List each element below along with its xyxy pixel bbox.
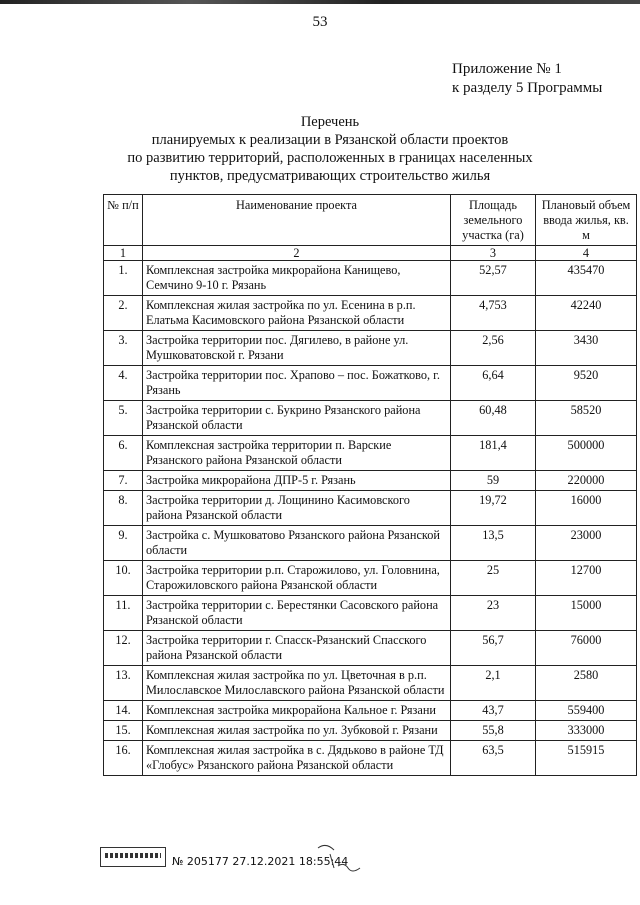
title-line-3: по развитию территорий, расположенных в границах населенных [127,150,533,166]
cell-name: Застройка микрорайона ДПР-5 г. Рязань [143,471,451,491]
cell-num: 1. [104,261,143,296]
header-volume: Плановый объем ввода жилья, кв. м [536,195,637,246]
cell-num: 5. [104,401,143,436]
cell-num: 12. [104,631,143,666]
cell-area: 19,72 [451,491,536,526]
cell-area: 6,64 [451,366,536,401]
cell-num: 2. [104,296,143,331]
table-row [104,721,637,741]
document-title [120,113,540,185]
cell-volume: 76000 [536,631,637,666]
cell-num: 13. [104,666,143,701]
cell-area: 55,8 [451,721,536,741]
scan-top-edge [0,0,640,4]
cell-num: 8. [104,491,143,526]
cell-area: 43,7 [451,701,536,721]
table-row [104,631,637,666]
cell-num: 3. [104,331,143,366]
table-row [104,701,637,721]
cell-name: Комплексная жилая застройка по ул. Зубковой г. Рязани [143,721,451,741]
title-line-1: Перечень [300,114,360,130]
cell-num: 9. [104,526,143,561]
cell-name: Застройка территории пос. Храпово – пос. Божатково, г. Рязань [143,366,451,401]
page-number: 53 [312,14,328,30]
projects-table [103,194,637,776]
cell-name: Комплексная жилая застройка по ул. Есенина в р.п. Елатьма Касимовского района Рязанской области [143,296,451,331]
header-name: Наименование проекта [143,195,451,246]
table-row [104,741,637,776]
cell-num: 10. [104,561,143,596]
index-cell: 4 [536,246,637,261]
table-row [104,561,637,596]
index-cell: 2 [143,246,451,261]
cell-volume: 515915 [536,741,637,776]
qr-stamp [100,847,166,867]
table-header-row [104,195,637,246]
cell-name: Застройка территории с. Берестянки Сасовского района Рязанской области [143,596,451,631]
cell-area: 2,56 [451,331,536,366]
cell-volume: 15000 [536,596,637,631]
barcode-icon [105,853,161,858]
appendix-line-1: Приложение № 1 [452,61,562,77]
cell-area: 23 [451,596,536,631]
title-line-4: пунктов, предусматривающих строительство жилья [169,168,491,184]
appendix-note [452,60,602,98]
table-row [104,526,637,561]
cell-name: Комплексная жилая застройка по ул. Цветочная в р.п. Милославское Милославского района Рязанской области [143,666,451,701]
cell-area: 56,7 [451,631,536,666]
cell-volume: 333000 [536,721,637,741]
cell-num: 6. [104,436,143,471]
cell-name: Комплексная жилая застройка в с. Дядьково в районе ТД «Глобус» Рязанского района Рязанской области [143,741,451,776]
cell-volume: 16000 [536,491,637,526]
table-row [104,296,637,331]
cell-num: 16. [104,741,143,776]
table-row [104,491,637,526]
cell-name: Застройка территории с. Букрино Рязанского района Рязанской области [143,401,451,436]
cell-area: 2,1 [451,666,536,701]
cell-area: 13,5 [451,526,536,561]
cell-volume: 220000 [536,471,637,491]
cell-num: 15. [104,721,143,741]
cell-volume: 9520 [536,366,637,401]
table-row [104,401,637,436]
cell-volume: 500000 [536,436,637,471]
cell-area: 181,4 [451,436,536,471]
table-row [104,436,637,471]
cell-area: 52,57 [451,261,536,296]
table-row [104,366,637,401]
cell-name: Застройка территории пос. Дягилево, в районе ул. Мушковатовской г. Рязани [143,331,451,366]
cell-name: Застройка с. Мушковатово Рязанского района Рязанской области [143,526,451,561]
index-cell: 3 [451,246,536,261]
cell-num: 11. [104,596,143,631]
cell-num: 4. [104,366,143,401]
cell-name: Комплексная застройка территории п. Варские Рязанского района Рязанской области [143,436,451,471]
cell-name: Застройка территории г. Спасск-Рязанский Спасского района Рязанской области [143,631,451,666]
cell-volume: 435470 [536,261,637,296]
cell-num: 14. [104,701,143,721]
appendix-line-2: к разделу 5 Программы [452,80,603,96]
cell-area: 4,753 [451,296,536,331]
cell-volume: 12700 [536,561,637,596]
cell-volume: 42240 [536,296,637,331]
cell-volume: 3430 [536,331,637,366]
cell-volume: 2580 [536,666,637,701]
cell-area: 63,5 [451,741,536,776]
cell-name: Комплексная застройка микрорайона Канищево, Семчино 9-10 г. Рязань [143,261,451,296]
cell-area: 59 [451,471,536,491]
table-row [104,596,637,631]
cell-volume: 559400 [536,701,637,721]
signature-line: № 205177 27.12.2021 18:55:44 [172,855,349,868]
index-cell: 1 [104,246,143,261]
cell-area: 25 [451,561,536,596]
table-row [104,471,637,491]
title-line-2: планируемых к реализации в Рязанской области проектов [151,132,509,148]
cell-area: 60,48 [451,401,536,436]
table-index-row [104,246,637,261]
cell-volume: 58520 [536,401,637,436]
header-area: Площадь земельного участка (га) [451,195,536,246]
handwritten-mark-icon [308,840,368,880]
cell-name: Комплексная застройка микрорайона Кальное г. Рязани [143,701,451,721]
cell-volume: 23000 [536,526,637,561]
cell-num: 7. [104,471,143,491]
table-row [104,261,637,296]
header-num: № п/п [104,195,143,246]
cell-name: Застройка территории р.п. Старожилово, ул. Головнина, Старожиловского района Рязанской области [143,561,451,596]
cell-name: Застройка территории д. Лощинино Касимовского района Рязанской области [143,491,451,526]
table-row [104,331,637,366]
table-row [104,666,637,701]
